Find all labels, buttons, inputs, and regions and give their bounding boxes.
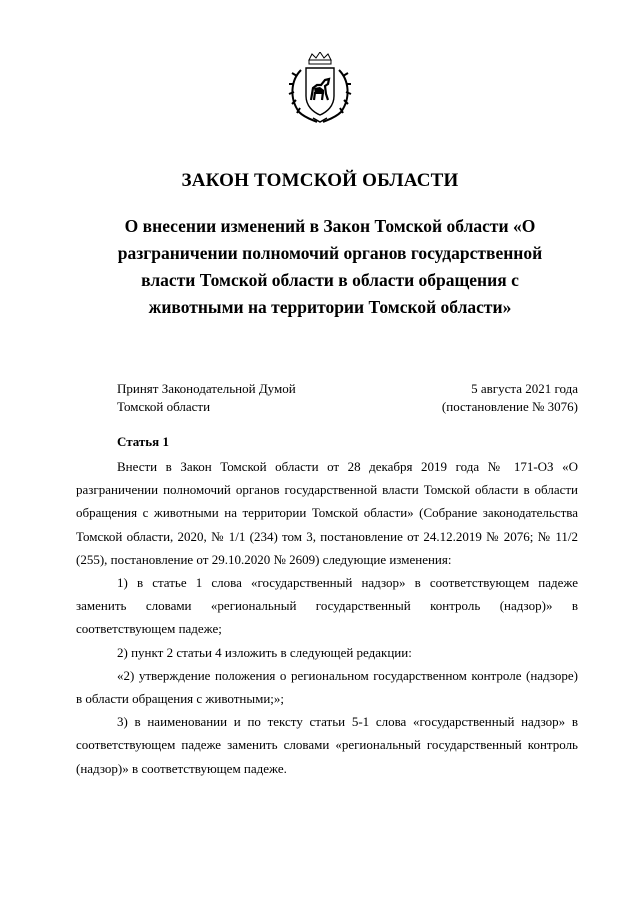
adoption-date-block (442, 380, 578, 416)
adoption-body (117, 380, 296, 416)
article-paragraph: Внести в Закон Томской области от 28 декабря 2019 года № 171-ОЗ «О разграничении полномочий органов государственной власти Томской области в области обращения с животными на территории Томской области» (Собрание законодательства Томской области, 2020, № 1/1 (234) том 3, постановление от 24.12.2019 № 2076; № 11/2 (255), постановление от 29.10.2020 № 2609) следующие изменения: (76, 459, 578, 567)
article-paragraph: 2) пункт 2 статьи 4 изложить в следующей редакции: (117, 644, 412, 660)
article-paragraph: «2) утверждение положения о региональном государственном контроле (надзоре) в области обращения с животными;»; (76, 667, 578, 707)
article-heading: Статья 1 (117, 434, 169, 449)
adoption-body-line2: Томской области (117, 399, 211, 414)
law-subtitle: О внесении изменений в Закон Томской области «О разграничении полномочий органов государственной власти Томской области в области обращения с животными на территории Томской области» (117, 216, 543, 317)
tomsk-oblast-coat-of-arms-icon (287, 52, 353, 124)
adoption-date: 5 августа 2021 года (471, 381, 578, 396)
adoption-resolution: (постановление № 3076) (441, 399, 578, 414)
law-title: ЗАКОН ТОМСКОЙ ОБЛАСТИ (181, 170, 459, 191)
article-body (76, 455, 578, 780)
article-paragraph: 1) в статье 1 слова «государственный надзор» в соответствующем падеже заменить словами «региональный государственный контроль (надзор)» в соответствующем падеже; (76, 575, 578, 637)
adoption-body-line1: Принят Законодательной Думой (117, 381, 296, 396)
article-paragraph: 3) в наименовании и по тексту статьи 5-1 слова «государственный надзор» в соответствующем падеже заменить словами «региональный государственный контроль (надзор)» в соответствующем падеже. (76, 714, 578, 776)
